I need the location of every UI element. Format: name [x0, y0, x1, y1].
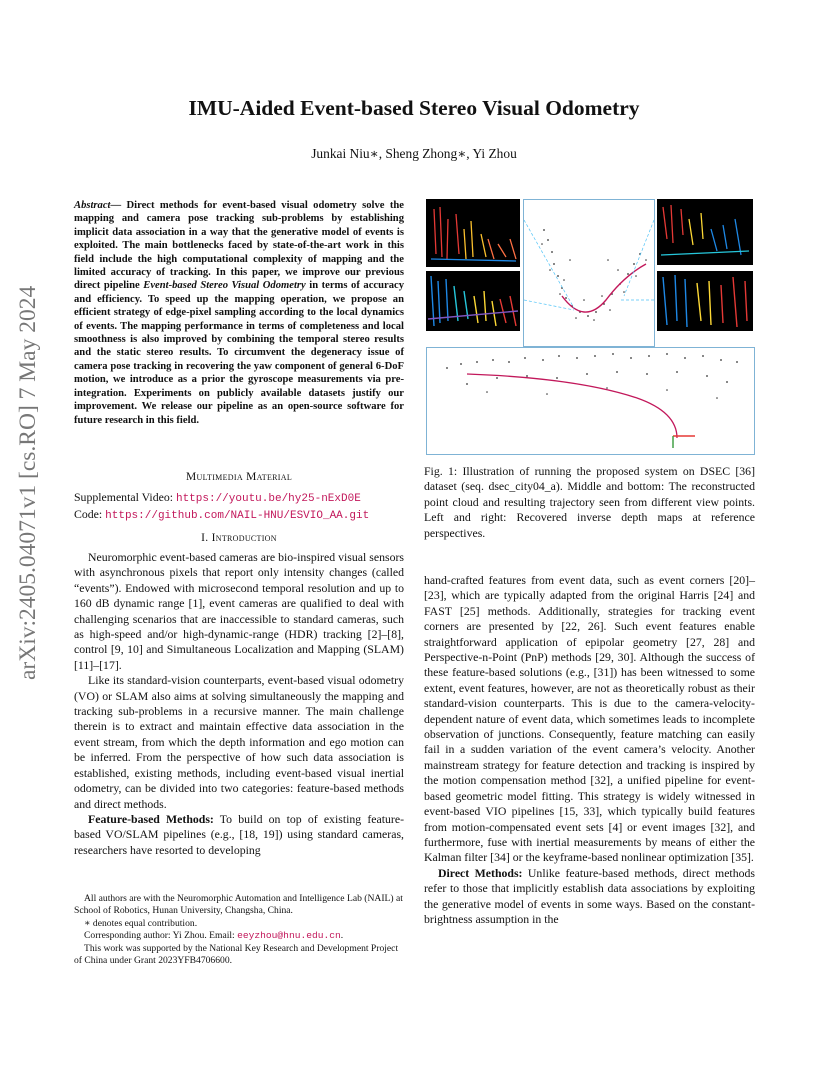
- point-cloud-side-view-graphic: [427, 348, 754, 454]
- intro-text: [74, 550, 404, 858]
- point-cloud-top-view-graphic: [524, 200, 654, 346]
- point-cloud-side-view: [426, 347, 755, 455]
- intro-paragraph-1: Neuromorphic event-based cameras are bio-inspired visual sensors with asynchronous pixels that report only intensity changes (called “events”). Endowed with microsecond temporal resolution and up to 160 dB dynamic range [1], event cameras are qualified to deal with challenging scenarios that are inaccessible to standard cameras, such as high-speed and/or high-dynamic-range (HDR) tracking [2]–[8], control [9, 10] and Simultaneous Localization and Mapping (SLAM) [11]–[17].: [74, 550, 404, 672]
- depth-map-bottom-right-graphic: [657, 271, 753, 331]
- author-list: Junkai Niu∗, Sheng Zhong∗, Yi Zhou: [311, 146, 517, 161]
- caption-label: Fig. 1:: [424, 464, 463, 478]
- paper-title: IMU-Aided Event-based Stereo Visual Odometry: [188, 96, 640, 120]
- footnote-equal: ∗ denotes equal contribution.: [84, 917, 198, 929]
- point-cloud-top-view: [523, 199, 655, 347]
- footnote-affiliation: All authors are with the Neuromorphic Automation and Intelligence Lab (NAIL) at School of Robotics, Hunan University, Changsha, China.: [74, 893, 403, 917]
- depth-map-top-left: [426, 199, 520, 267]
- right-paragraph-1: hand-crafted features from event data, such as event corners [20]–[23], which are typically adapted from the original Harris [24] and FAST [25] methods. Additionally, strategies for tracking event corners are presented by [22, 26]. Such event features enable straightforward application of epipolar geometry [27, 28] and Perspective-n-Point (PnP) methods [29, 30]. Although the success of these feature-based solutions (e.g., [31]) has been witnessed to some extent, event features, however, are not as theoretically robust as their standard-vision counterparts. This is due to the camera-velocity-dependent nature of event data, which sometimes leads to incomplete observation of junctions. Consequently, feature matching can easily fail in a sudden variation of the event camera’s velocity. Another mainstream strategy for feature detection and tracking is inspired by the motion compensation method [32], a unified pipeline for event-based geometric model fitting. This strategy is widely witnessed in event-based VIO pipelines [15, 33], which typically build features from motion-compensated event sets [4] or event images [32], and furthermore, fuse with inertial measurements by means of either the Kalman filter [34] or the keyframe-based nonlinear optimization [35].: [424, 573, 755, 865]
- code-link[interactable]: https://github.com/NAIL-HNU/ESVIO_AA.git: [105, 510, 370, 523]
- right-paragraph-2: Direct Methods: Unlike feature-based methods, direct methods refer to those that implicitly establish data associations by exploiting the generative model of events in some ways. Based on the constant-brightness assumption in the: [424, 865, 755, 926]
- abstract-label: Abstract: [74, 200, 111, 211]
- depth-map-bottom-left-graphic: [426, 271, 520, 331]
- multimedia-heading: Multimedia Material: [185, 471, 293, 483]
- caption-text: Illustration of running the proposed system on DSEC [36] dataset (seq. dsec_city04_a). Middle and bottom: The reconstructed point cloud and resulting trajectory seen from different view points. Left and right: Recovered inverse depth maps at reference perspectives.: [424, 464, 756, 540]
- depth-map-top-left-graphic: [426, 199, 520, 267]
- depth-map-bottom-left: [426, 271, 520, 331]
- depth-map-top-right-graphic: [657, 199, 753, 265]
- figure-1: [424, 197, 755, 456]
- footnotes: [74, 893, 404, 967]
- intro-paragraph-2: Like its standard-vision counterparts, event-based visual odometry (VO) or SLAM also aims at solving simultaneously the mapping and tracking sub-problems in a recursive manner. The main challenge therein is to extract and maintain effective data association in the event stream, from which the depth information and ego motion can be inferred. From the perspective of how such data association is established, existing methods, including event-based visual inertial odometry, can be divided into two categories: feature-based methods and direct methods.: [74, 673, 404, 811]
- figure-caption: [424, 464, 755, 541]
- abstract-body: Direct methods for event-based visual odometry solve the mapping and camera pose tracking sub-problems by establishing implicit data association in a way that the generative model of events is exploited. The main bottlenecks faced by state-of-the-art work in this field include the high computational complexity of mapping and the limited accuracy of tracking. In this paper, we improve our previous direct pipeline: [74, 200, 404, 292]
- footnote-funding: This work was supported by the National Key Research and Development Project of China under Grant 2023YFB4706600.: [74, 942, 399, 967]
- video-link[interactable]: https://youtu.be/hy25-nExD0E: [175, 493, 361, 505]
- right-column-text: [424, 573, 755, 927]
- abstract: Abstract— Direct methods for event-based visual odometry solve the mapping and camera pose tracking sub-problems by establishing implicit data association in a way that the generative model of events is exploited. The main bottlenecks faced by state-of-the-art work in this field include the high computational complexity of mapping and the limited accuracy of tracking. In this paper, we improve our previous direct pipeline Event-based Stereo Visual Odometry in terms of accuracy and efficiency. To speed up the mapping operation, we propose an efficient strategy of edge-pixel sampling according to the local dynamics of events. The mapping performance in terms of completeness and local smoothness is also improved by combining the temporal stereo results and the static stereo results. To circumvent the degeneracy issue of camera pose tracking in recovering the yaw component of general 6-DoF motion, we introduce as a prior the gyroscope measurements via pre-integration. Experiments on publicly available datasets justify our improvement. We release our pipeline as an open-source software for future research in this field.: [74, 200, 404, 426]
- arxiv-identifier: arXiv:2405.04071v1 [cs.RO] 7 May 2024: [15, 285, 41, 680]
- footnote-corresponding: Corresponding author: Yi Zhou. Email: eeyzhou@hnu.edu.cn.: [84, 930, 344, 942]
- email-link[interactable]: eeyzhou@hnu.edu.cn: [237, 930, 341, 942]
- multimedia-links: Supplemental Video: https://youtu.be/hy25-nExD0E Code: https://github.com/NAIL-HNU/ESVIO_AA.git: [74, 490, 370, 523]
- depth-map-top-right: [657, 199, 753, 265]
- depth-map-bottom-right: [657, 271, 753, 331]
- intro-paragraph-3: Feature-based Methods: To build on top of existing feature-based VO/SLAM pipelines (e.g., [18, 19]) using standard cameras, researchers have resorted to developing: [74, 811, 404, 857]
- intro-heading: I. Introduction: [201, 532, 277, 544]
